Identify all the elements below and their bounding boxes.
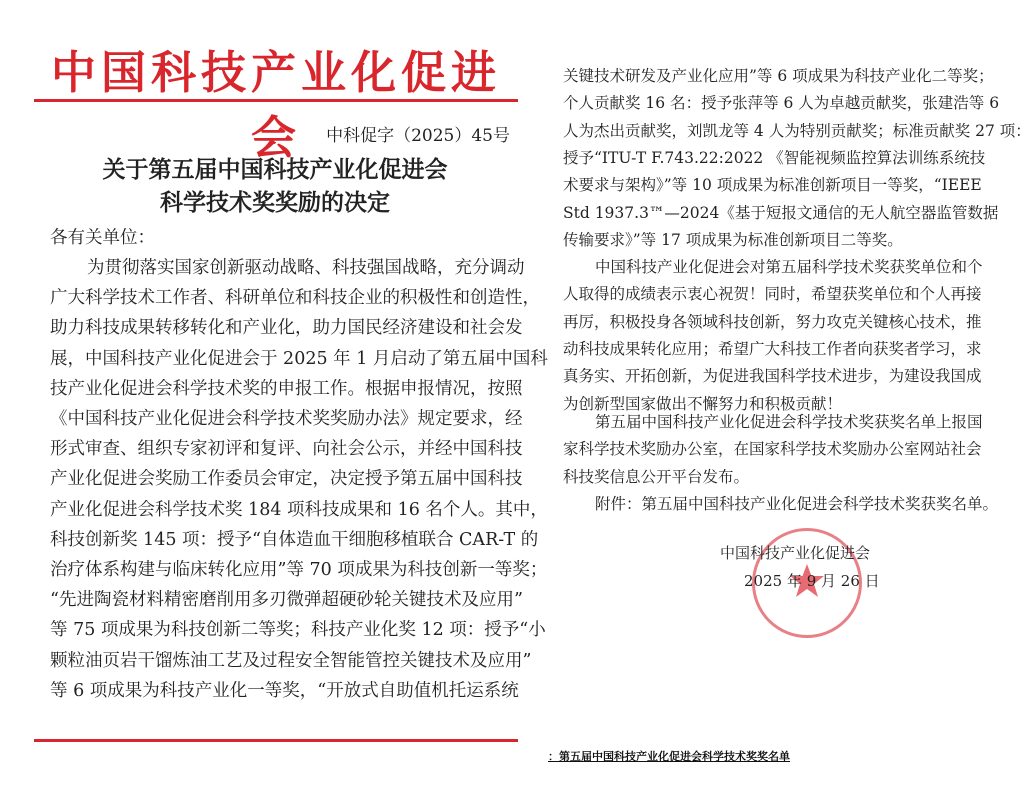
text-line: 《中国科技产业化促进会科学技术奖奖励办法》规定要求，经 [50,409,523,429]
text-line: 等 75 项成果为科技创新二等奖；科技产业化奖 12 项：授予“小 [50,620,546,641]
text-line: 再厉，积极投身各领域科技创新，努力攻克关键核心技术，推 [563,312,982,331]
text-line: 关键技术研发及产业化应用”等 6 项成果为科技产业化二等奖； [563,67,994,85]
signature-date: 2025 年 9 月 26 日 [744,572,880,590]
text-line: 广大科学技术工作者、科研单位和科技企业的积极性和创造性， [50,288,540,309]
text-line: 展，中国科技产业化促进会于 2025 年 1 月启动了第五届中国科 [50,348,548,369]
text-line: 人取得的成绩表示衷心祝贺！同时，希望获奖单位和个人再接 [563,285,982,304]
text-line: 个人贡献奖 16 名：授予张萍等 6 人为卓越贡献奖，张建浩等 6 [563,94,1000,113]
attachment-link[interactable]: ：第五届中国科技产业化促进会科学技术奖奖名单 [548,750,790,763]
text-line: 家科学技术奖励办公室，在国家科学技术奖励办公室网站社会 [563,440,982,459]
text-line: 科技创新奖 145 项：授予“自体造血干细胞移植联合 CAR-T 的 [50,529,539,550]
text-line: 术要求与架构》”等 10 项成果为标准创新项目一等奖，“IEEE [563,176,982,195]
salutation: 各有关单位： [50,228,155,248]
signature-org: 中国科技产业化促进会 [720,544,871,562]
text-line: 第五届中国科技产业化促进会科学技术奖获奖名单上报国 [595,413,983,431]
doc-title-line-1: 关于第五届中国科技产业化促进会 [102,157,448,183]
text-line: 动科技成果转化应用；希望广大科技工作者向获奖者学习，求 [563,339,982,358]
text-line: 技产业化促进会科学技术奖的申报工作。根据申报情况，按照 [50,378,523,399]
top-divider [34,99,518,102]
document-number: 中科促字（2025）45号 [326,126,510,146]
bottom-divider [34,739,518,742]
text-line: 颗粒油页岩干馏炼油工艺及过程安全智能管控关键技术及应用” [50,650,532,671]
text-line: 产业化促进会奖励工作委员会审定，决定授予第五届中国科技 [50,469,523,490]
attachment-note: 附件：第五届中国科技产业化促进会科学技术奖获奖名单。 [595,495,999,513]
text-line: 中国科技产业化促进会对第五届科学技术奖获奖单位和个 [595,258,983,276]
text-line: 为创新型国家做出不懈努力和积极贡献！ [563,394,843,413]
text-line: 治疗体系构建与临床转化应用”等 70 项成果为科技创新一等奖； [50,560,548,580]
text-line: “先进陶瓷材料精密磨削用多刃微弹超硬砂轮关键技术及应用” [50,590,523,611]
text-line: 科技奖信息公开平台发布。 [563,467,750,486]
org-masthead: 中国科技产业化促进会 [50,46,501,164]
text-line: Std 1937.3™—2024《基于短报文通信的无人航空器监管数据 [563,203,999,222]
text-line: 等 6 项成果为科技产业化一等奖，“开放式自助值机托运系统 [50,680,519,701]
doc-title-line-2: 科学技术奖奖励的决定 [160,190,390,216]
text-line: 为贯彻落实国家创新驱动战略、科技强国战略，充分调动 [87,258,525,278]
text-line: 形式审查、组织专家初评和复评、向社会公示，并经中国科技 [50,439,523,460]
text-line: 助力科技成果转移转化和产业化，助力国民经济建设和社会发 [50,318,523,339]
text-line: 真务实、开拓创新，为促进我国科学技术进步，为建设我国成 [563,367,982,386]
text-line: 传输要求》”等 17 项成果为标准创新项目二等奖。 [563,230,903,249]
text-line: 产业化促进会科学技术奖 184 项科技成果和 16 名个人。其中， [50,499,548,520]
text-line: 授予“ITU-T F.743.22:2022 《智能视频监控算法训练系统技 [563,148,986,167]
text-line: 人为杰出贡献奖，刘凯龙等 4 人为特别贡献奖；标准贡献奖 27 项： [563,121,1031,140]
